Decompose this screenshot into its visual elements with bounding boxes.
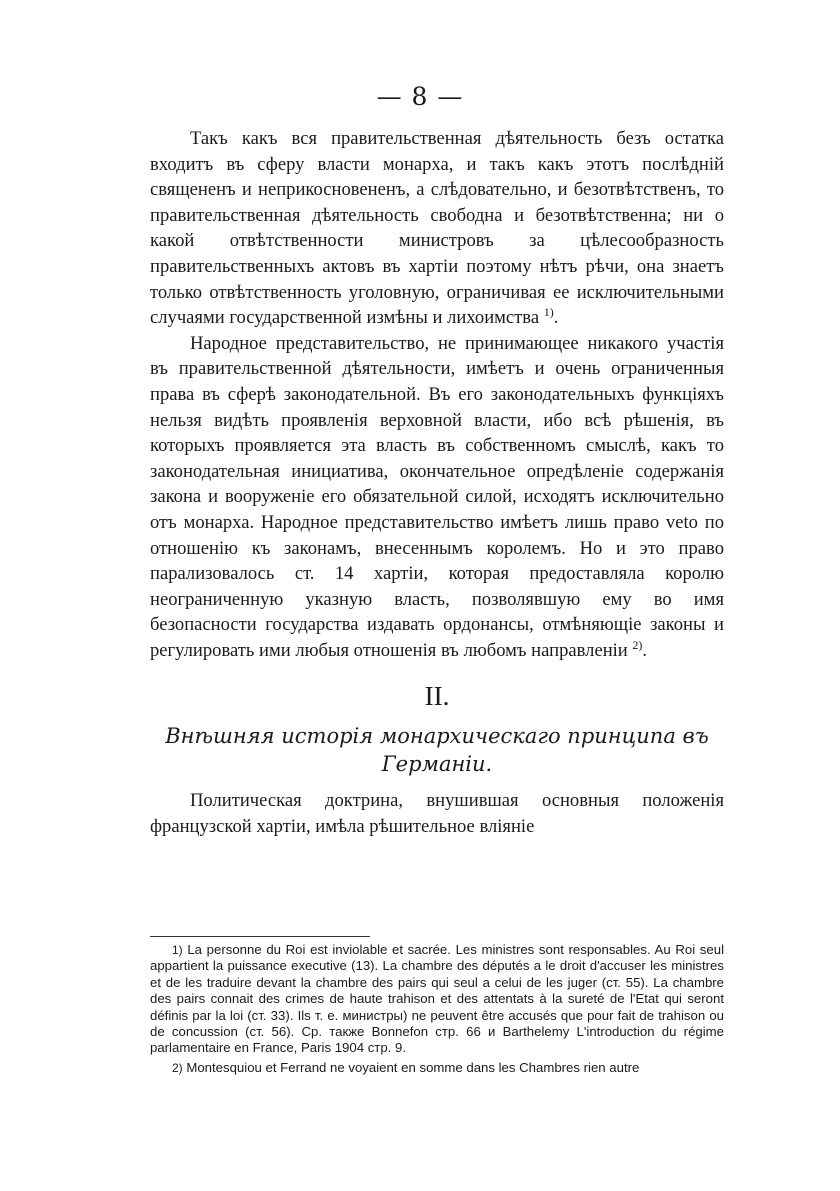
section-title-line: Внѣшняя исторiя монархическаго принципа въ: [165, 724, 709, 749]
section-title: [150, 722, 724, 778]
main-text: [150, 126, 724, 840]
paragraph-text: Политическая доктрина, внушившая основныя положенiя французской хартiи, имѣла рѣшительное влiянiе: [150, 790, 724, 838]
footnote-text: La personne du Roi est inviolable et sacrée. Les ministres sont responsables. Au Roi seul appartient la puissance executive (13). La chambre des députés a le droit d'accuser les ministres et de les traduire devant la chambre des pairs qui seul a celui de les juger (ст. 55). La chambre des pairs connait des crimes de haute trahison et des attentats à la sureté de l'Etat qui seront définis par la loi (ст. 33). Ils т. е. министры) ne peuvent être accusés que pour fait de trahison ou de concussion (ст. 56). Ср. также Bonnefon стр. 66 и Barthelemy L'introduction du régime parlamentaire en France, Paris 1904 стр. 9.: [150, 942, 724, 1056]
paragraph: Такъ какъ вся правительственная дѣятельность безъ остатка входитъ въ сферу власти монарха, и такъ какъ этотъ послѣднiй священенъ и неприкосновененъ, а слѣдовательно, и безотвѣтственъ, то правительственная дѣятельность свободна и безотвѣтственна; ни о какой отвѣтственности министровъ за цѣлесообразность правительственныхъ актовъ въ хартiи поэтому нѣтъ рѣчи, она знаетъ только отвѣтственность уголовную, ограничивая ее исключительными случаями государственной измѣны и лихоимства $^{1)}$.: [150, 128, 724, 329]
paragraph-text: Народное представительство, не принимающее никакого участiя въ правительственной дѣятельности, имѣетъ и очень ограниченныя права въ сферѣ законодательной. Въ его законодательныхъ функцiяхъ нельзя видѣть проявленiя верховной власти, ибо всѣ рѣшенiя, въ которыхъ проявляется эта власть въ собственномъ смыслѣ, какъ то законодательная инициатива, окончательное опредѣленiе содержанiя закона и вооруженiе его обязательной силой, исходятъ исключительно отъ монарха. Народное представительство имѣетъ лишь право veto по отношенiю къ законамъ, внесеннымъ королемъ. Но и это право парализовалось ст. 14 хартiи, которая предоставляла королю неограниченную указную власть, позволявшую ему во имя безопасности государства издавать ордонансы, отмѣняющiе законы и регулировать ими любыя отношенiя въ любомъ направленiи: [150, 332, 724, 661]
footnotes: [150, 942, 724, 1076]
footnote: [150, 942, 724, 1057]
page-number: — 8 —: [376, 82, 464, 111]
footnote-text: Montesquiou et Ferrand ne voyaient en somme dans les Chambres rien autre: [186, 1059, 640, 1075]
footnote-reference: 2): [632, 637, 643, 652]
footnote-divider: [150, 936, 370, 937]
footnote-mark: 1): [172, 943, 183, 957]
paragraph: [150, 788, 724, 839]
section-number: II.: [424, 681, 450, 712]
paragraph: Народное представительство, не принимающее никакого участiя въ правительственной дѣятельности, имѣетъ и очень ограниченныя права въ сферѣ законодательной. Въ его законодательныхъ функцiяхъ нельзя видѣть проявленiя верховной власти, ибо всѣ рѣшенiя, въ которыхъ проявляется эта власть въ собственномъ смыслѣ, какъ то законодательная инициатива, окончательное опредѣленiе содержанiя закона и вооруженiе его обязательной силой, исходятъ исключительно отъ монарха. Народное представительство имѣетъ лишь право veto по отношенiю къ законамъ, внесеннымъ королемъ. Но и это право парализовалось ст. 14 хартiи, которая предоставляла королю неограниченную указную власть, позволявшую ему во имя безопасности государства издавать ордонансы, отмѣняющiе законы и регулировать ими любыя отношенiя въ любомъ направленiи $^{2)}$.: [150, 332, 724, 661]
footnote-reference: 1): [543, 304, 554, 319]
section-title-line: Германiи.: [381, 752, 493, 777]
paragraph-text: Такъ какъ вся правительственная дѣятельность безъ остатка входитъ въ сферу власти монарха, и такъ какъ этотъ послѣднiй священенъ и неприкосновененъ, а слѣдовательно, и безотвѣтственъ, то правительственная дѣятельность свободна и безотвѣтственна; ни о какой отвѣтственности министровъ за цѣлесообразность правительственныхъ актовъ въ хартiи поэтому нѣтъ рѣчи, она знаетъ только отвѣтственность уголовную, ограничивая ее исключительными случаями государственной измѣны и лихоимства: [150, 128, 724, 329]
footnote: [150, 1060, 724, 1076]
footnote-mark: 2): [172, 1060, 183, 1075]
